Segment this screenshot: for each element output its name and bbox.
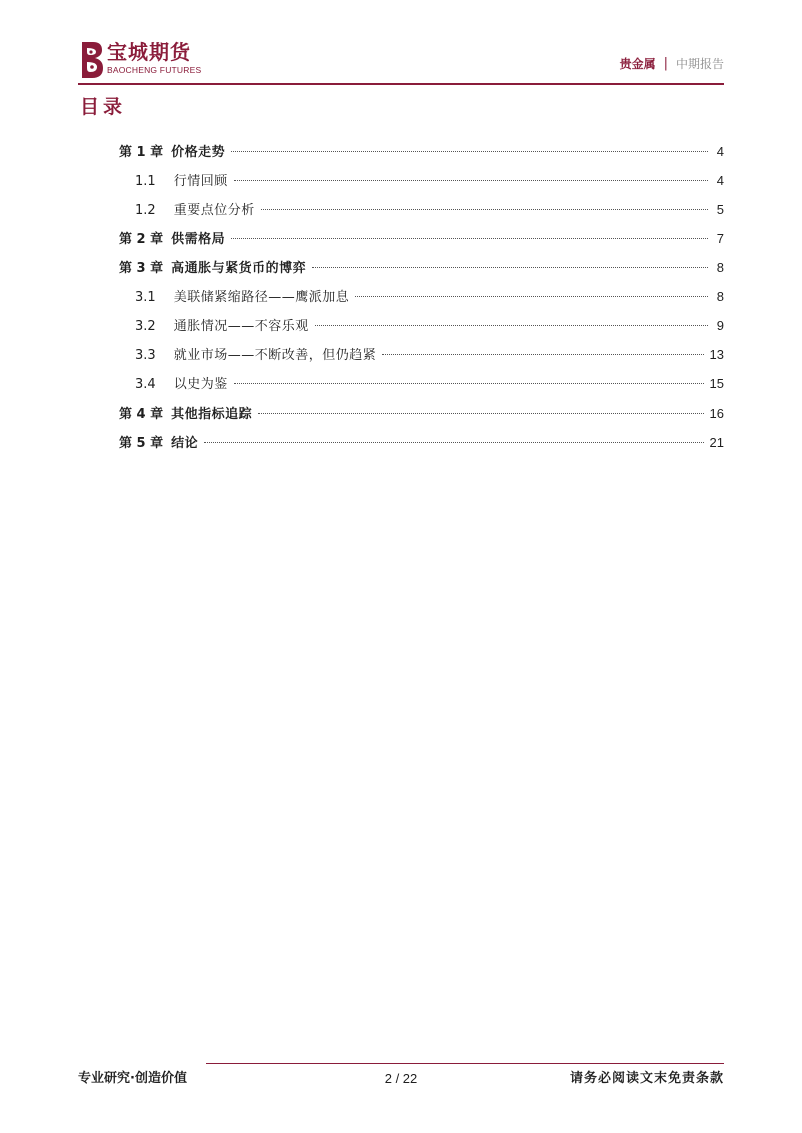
header-separator: | <box>663 56 668 71</box>
toc-entry-number: 1.1 <box>135 174 156 189</box>
header-report-info <box>620 56 724 72</box>
toc-leader-dots <box>231 238 708 239</box>
toc-entry-number: 第 3 章 <box>119 261 164 276</box>
page-number: 2 / 22 <box>384 1071 418 1086</box>
company-logo <box>78 40 201 80</box>
toc-entry-label: 结论 <box>171 436 199 451</box>
toc-entry-label: 其他指标追踪 <box>171 407 253 422</box>
toc-entry-page: 16 <box>709 406 724 421</box>
toc-entry-chapter-1[interactable] <box>119 140 724 164</box>
toc-entry-page: 9 <box>716 318 724 333</box>
toc-leader-dots <box>261 209 708 210</box>
toc-title: 目录 <box>80 96 127 118</box>
toc-leader-dots <box>231 151 708 152</box>
toc-leader-dots <box>315 325 708 326</box>
toc-entry-number: 1.2 <box>135 203 156 218</box>
toc-entry-label: 就业市场——不断改善，但仍趋紧 <box>173 348 377 363</box>
toc-leader-dots <box>355 296 708 297</box>
toc-entry-number: 3.2 <box>135 319 156 334</box>
toc-entry-page: 15 <box>709 376 724 391</box>
toc-entry-page: 8 <box>716 260 724 275</box>
toc-entry-number: 第 1 章 <box>119 145 164 160</box>
disclaimer-notice[interactable]: 请务必阅读文末免责条款 <box>569 1071 724 1086</box>
toc-leader-dots <box>258 413 703 414</box>
toc-entry-page: 13 <box>709 347 724 362</box>
toc-entry-number: 3.3 <box>135 348 156 363</box>
header-divider <box>78 83 724 85</box>
toc-entry-number: 3.1 <box>135 290 156 305</box>
toc-entry-section-1-2[interactable] <box>135 198 724 222</box>
toc-leader-dots <box>312 267 708 268</box>
toc-entry-page: 21 <box>709 435 724 450</box>
toc-entry-chapter-2[interactable] <box>119 227 724 251</box>
toc-leader-dots <box>234 383 704 384</box>
toc-entry-number: 第 5 章 <box>119 436 164 451</box>
footer-slogan: 专业研究·创造价值 <box>78 1071 187 1086</box>
toc-entry-label: 价格走势 <box>171 145 226 160</box>
toc-entry-page: 4 <box>716 144 724 159</box>
toc-entry-page: 4 <box>716 173 724 188</box>
toc-entry-section-3-3[interactable] <box>135 343 724 367</box>
toc-entry-page: 7 <box>716 231 724 246</box>
toc-leader-dots <box>204 442 703 443</box>
logo-name-cn: 宝城期货 <box>107 40 191 64</box>
logo-name-en: BAOCHENG FUTURES <box>107 65 202 75</box>
toc-entry-section-3-4[interactable] <box>135 372 724 396</box>
toc-entry-page: 8 <box>716 289 724 304</box>
toc-entry-label: 重要点位分析 <box>173 203 255 218</box>
report-category: 贵金属 <box>619 57 656 71</box>
toc-entry-section-3-2[interactable] <box>135 314 724 338</box>
toc-entry-label: 行情回顾 <box>173 174 228 189</box>
toc-entry-label: 美联储紧缩路径——鹰派加息 <box>173 290 350 305</box>
toc-entry-number: 3.4 <box>135 377 156 392</box>
logo-emblem-icon <box>78 40 104 80</box>
toc-entry-label: 通胀情况——不容乐观 <box>173 319 309 334</box>
page-footer <box>78 1069 724 1089</box>
toc-entry-label: 以史为鉴 <box>173 377 228 392</box>
toc-entry-label: 高通胀与紧货币的博弈 <box>171 261 307 276</box>
toc-entry-section-3-1[interactable] <box>135 285 724 309</box>
footer-divider <box>206 1063 724 1064</box>
toc-entry-page: 5 <box>716 202 724 217</box>
toc-leader-dots <box>382 354 703 355</box>
page-header <box>0 0 802 86</box>
report-type: 中期报告 <box>675 57 724 71</box>
toc-entry-section-1-1[interactable] <box>135 169 724 193</box>
toc-entry-chapter-5[interactable] <box>119 431 724 455</box>
toc-entry-label: 供需格局 <box>171 232 226 247</box>
toc-entry-chapter-4[interactable] <box>119 402 724 426</box>
toc-entry-number: 第 4 章 <box>119 407 164 422</box>
toc-leader-dots <box>234 180 708 181</box>
toc-entry-number: 第 2 章 <box>119 232 164 247</box>
toc-entry-chapter-3[interactable] <box>119 256 724 280</box>
